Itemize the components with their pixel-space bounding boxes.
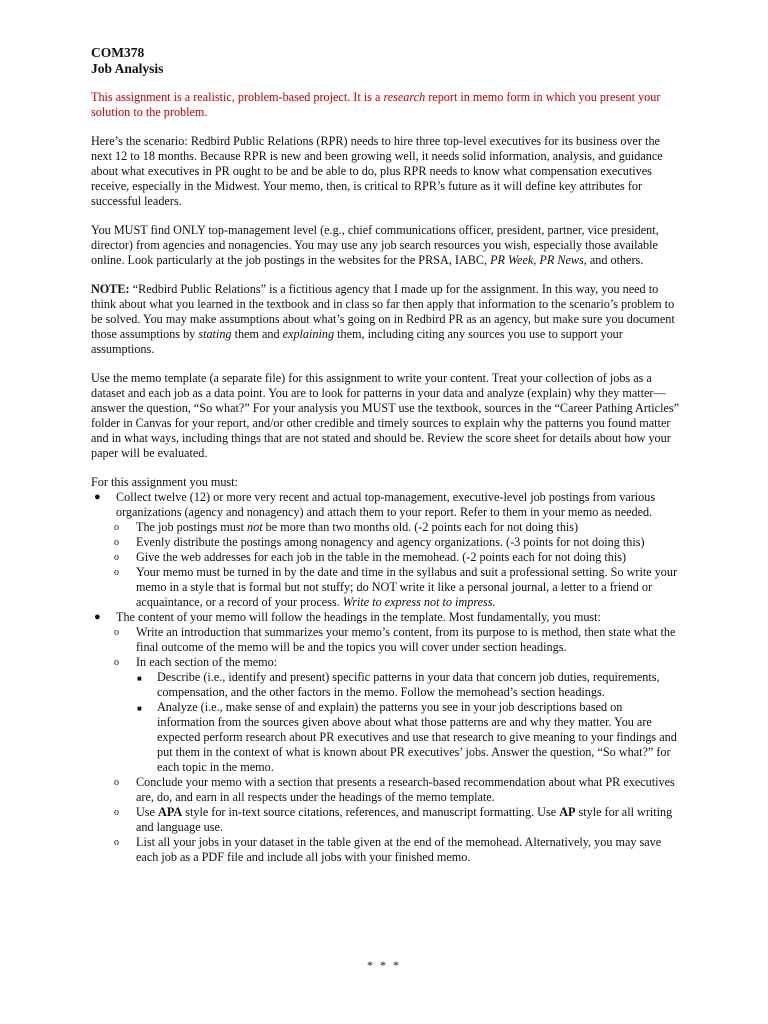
note-paragraph: NOTE: “Redbird Public Relations” is a fictitious agency that I made up for the assignment. In this way, you need to think about what you learned in the textbook and in class so far then apply that information to the scenario’s problem to be solved. You may make assumptions about what’s going on in Redbird PR as an agency, but make sure you document those assumptions by stating them and explaining them, including citing any sources you use to support your assumptions. (91, 282, 675, 356)
list-item: o Write an introduction that summarizes your memo’s content, from its purpose to is method, then state what the final outcome of the memo will be and the topics you will cover under section headings. (114, 625, 676, 654)
template-paragraph: Use the memo template (a separate file) for this assignment to write your content. Treat your collection of jobs as a dataset and each job as a data point. You are to look for patterns in your data and analyze (explain) why they matter—answer the question, “So what?” For your analysis you MUST use the textbook, sources in the “Career Pathing Articles” folder in Canvas for your report, and/or other credible and timely sources to explain why the patterns you found matter and in what ways, including things that are not stated and should be. Review the score sheet for details about how your paper will be evaluated. (91, 371, 680, 460)
scenario-paragraph: Here’s the scenario: Redbird Public Relations (RPR) needs to hire three top-level executives for its business over the next 12 to 18 months. Because RPR is new and been growing well, it needs solid information, analysis, and guidance about what executives in PR ought to be and be able to do, plus RPR needs to know what compensation executives receive, especially in the Midwest. Your memo, then, is critical to RPR’s future as it will define key attributes for successful leaders. (91, 134, 663, 208)
circle-bullet-icon: o (114, 552, 119, 563)
bullet-icon: ● (94, 611, 101, 623)
list-item: ● The content of your memo will follow the headings in the template. Most fundamentally, you must: o Write an introduction that summarizes your memo’s content, from its purpose to is method, then state what the final outcome of the memo will be and the topics you will cover under section headings. o In each section of the memo: ■ Describe (i.e., identify and present) specific patterns in your data that concern job duties, requirements, compensation, and the other factors in the memo. Follow the memohead’s section headings. ■ Analyze (i.e., make sense of and explain) the patterns you see in your job descriptions based on information from the sources given above about what those patterns are and why they matter. You are expected perform research about PR executives and use that research to give meaning to your findings and put them in the context of what is known about PR executives’ jobs. Answer the question, “So what?” for each topic in the memo. o Conclude your memo with a section that presents a research-based recommendation about what PR executives are, do, and earn in all respects under the headings of the memo template. o Use APA style for in-text source citations, references, and manuscript formatting. Use AP style for all writing and language use. o List all your jobs in your dataset in the table given at the end of the memohead. Alternatively, you may save each job as a PDF file and include all jobs with your finished memo. (91, 610, 680, 865)
bullet-icon: ● (94, 491, 101, 503)
note-label: NOTE: (91, 282, 130, 296)
square-bullet-icon: ■ (137, 674, 142, 683)
square-bullet-icon: ■ (137, 704, 142, 713)
section-separator: * * * (367, 958, 401, 972)
list-item: o List all your jobs in your dataset in the table given at the end of the memohead. Alternatively, you may save each job as a PDF file and include all jobs with your finished memo. (114, 835, 662, 864)
list-item: o Evenly distribute the postings among nonagency and agency organizations. (-3 points for not doing this) (114, 535, 645, 549)
list-item: o In each section of the memo: ■ Describe (i.e., identify and present) specific patterns in your data that concern job duties, requirements, compensation, and the other factors in the memo. Follow the memohead’s section headings. ■ Analyze (i.e., make sense of and explain) the patterns you see in your job descriptions based on information from the sources given above about what those patterns are and why they matter. You are expected perform research about PR executives and use that research to give meaning to your findings and put them in the context of what is known about PR executives’ jobs. Answer the question, “So what?” for each topic in the memo. (91, 655, 680, 775)
list-item: ■ Describe (i.e., identify and present) specific patterns in your data that concern job duties, requirements, compensation, and the other factors in the memo. Follow the memohead’s section headings. (137, 670, 660, 699)
list-item: ■ Analyze (i.e., make sense of and explain) the patterns you see in your job descriptions based on information from the sources given above about what those patterns are and why they matter. You are expected perform research about PR executives and use that research to give meaning to your findings and put them in the context of what is known about PR executives’ jobs. Answer the question, “So what?” for each topic in the memo. (137, 700, 677, 774)
circle-bullet-icon: o (114, 522, 119, 533)
intro-statement: This assignment is a realistic, problem-based project. It is a research report in memo form in which you present your solution to the problem. (91, 90, 661, 119)
list-item: o Use APA style for in-text source citations, references, and manuscript formatting. Use AP style for all writing and language use. (114, 805, 673, 834)
course-code: COM378 (91, 45, 145, 60)
list-item: o Your memo must be turned in by the date and time in the syllabus and suit a professional setting. So write your memo in a style that is formal but not stuffy; do NOT write it like a personal journal, a letter to a friend or acquaintance, or a record of your process. Write to express not to impress. (114, 565, 678, 609)
document-title: Job Analysis (91, 61, 164, 76)
must-find-paragraph: You MUST find ONLY top-management level (e.g., chief communications officer, president, partner, vice president, director) from agencies and nonagencies. You may use any job search resources you wish, especially those available online. Look particularly at the job postings in the websites for the PRSA, IABC, PR Week, PR News, and others. (91, 223, 659, 267)
list-item: ● Collect twelve (12) or more very recent and actual top-management, executive-level job postings from various organizations (agency and nonagency) and attach them to your report. Refer to them in your memo as needed. o The job postings must not be more than two months old. (-2 points each for not doing this) o Evenly distribute the postings among nonagency and agency organizations. (-3 points for not doing this) o Give the web addresses for each job in the table in the memohead. (-2 points each for not doing this) o Your memo must be turned in by the date and time in the syllabus and suit a professional setting. So write your memo in a style that is formal but not stuffy; do NOT write it like a personal journal, a letter to a friend or acquaintance, or a record of your process. Write to express not to impress. (91, 490, 680, 610)
circle-bullet-icon: o (114, 777, 119, 788)
circle-bullet-icon: o (114, 627, 119, 638)
circle-bullet-icon: o (114, 657, 119, 668)
list-intro: For this assignment you must: (91, 475, 238, 489)
circle-bullet-icon: o (114, 537, 119, 548)
circle-bullet-icon: o (114, 567, 119, 578)
circle-bullet-icon: o (114, 807, 119, 818)
requirements-list (91, 490, 680, 865)
list-item: o The job postings must not be more than two months old. (-2 points each for not doing this) (114, 520, 579, 534)
circle-bullet-icon: o (114, 837, 119, 848)
list-item: o Conclude your memo with a section that presents a research-based recommendation about what PR executives are, do, and earn in all respects under the headings of the memo template. (114, 775, 675, 804)
list-item: o Give the web addresses for each job in the table in the memohead. (-2 points each for not doing this) (114, 550, 627, 564)
